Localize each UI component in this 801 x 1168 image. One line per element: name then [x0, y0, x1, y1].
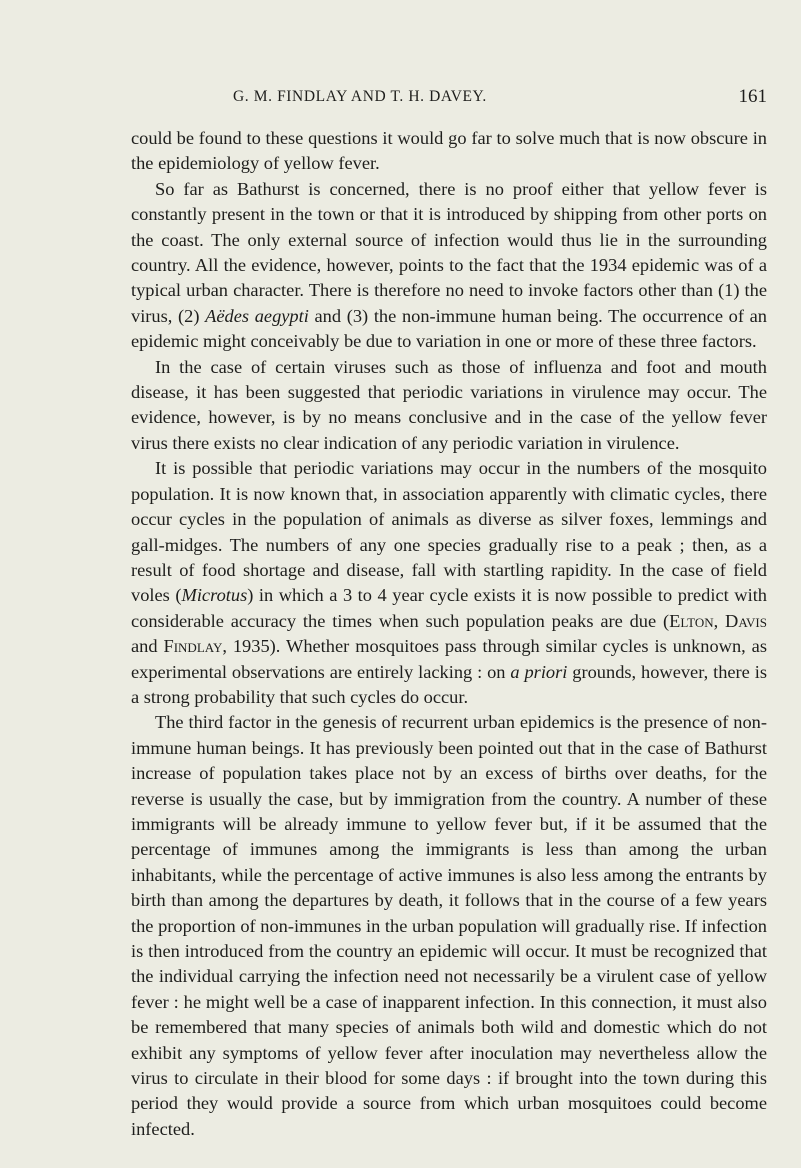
- running-head: [131, 86, 767, 112]
- text-run: ,: [713, 610, 726, 631]
- page-number: 161: [738, 86, 767, 107]
- running-head-authors: G. M. FINDLAY AND T. H. DAVEY.: [233, 88, 487, 105]
- paragraph: [131, 355, 767, 457]
- text-italic: Aëdes aegypti: [205, 305, 309, 326]
- paragraph: [131, 126, 767, 177]
- text-smallcaps: Elton: [669, 610, 714, 631]
- text-run: grounds, however, there is a strong probability that such cycles do occur.: [131, 661, 767, 707]
- text-run: and: [131, 636, 164, 657]
- text-run: It is possible that periodic variations may occur in the numbers of the mosquito population. It is now known that, in association apparently with climatic cycles, there occur cycles in the population of animals as diverse as silver foxes, lemmings and gall-midges. The numbers of any one species gradually rise to a peak ; then, as a result of food shortage and disease, fall with startling rapidity. In the case of field voles (: [131, 458, 767, 606]
- text-italic: a priori: [510, 661, 568, 682]
- text-run: In the case of certain viruses such as those of influenza and foot and mouth disease, it has been suggested that periodic variations in virulence may occur. The evidence, however, is by no means conclusive and in the case of the yellow fever virus there exists no clear indication of any periodic variation in virulence.: [131, 356, 767, 453]
- paragraph: [131, 456, 767, 710]
- paragraph: [131, 177, 767, 355]
- text-run: could be found to these questions it would go far to solve much that is now obscure in the epidemiology of yellow fever.: [131, 128, 767, 174]
- text-run: , 1935). Whether mosquitoes pass through similar cycles is unknown, as experimental observations are entirely lacking : on: [131, 636, 767, 682]
- text-run: ) in which a 3 to 4 year cycle exists it is now possible to predict with considerable accuracy the times when such population peaks are due (: [131, 585, 768, 631]
- text-run: The third factor in the genesis of recurrent urban epidemics is the presence of non-immune human beings. It has previously been pointed out that in the case of Bathurst increase of population takes place not by an excess of births over deaths, for the reverse is usually the case, but by immigration from the country. A number of these immigrants will be already immune to yellow fever but, if it be assumed that the percentage of immunes among the immigrants is less than among the urban inhabitants, while the percentage of active immunes is also less among the entrants by birth than among the departures by death, it follows that in the course of a few years the proportion of non-immunes in the urban population will gradually rise. If infection is then introduced from the country an epidemic will occur. It must be recognized that the individual carrying the infection need not necessarily be a virulent case of yellow fever : he might well be a case of inapparent infection. In this connection, it must also be remembered that many species of animals both wild and domestic which do not exhibit any symptoms of yellow fever after inoculation may nevertheless allow the virus to circulate in their blood for some days : if brought into the town during this period they would provide a source from which urban mosquitoes could become infected.: [131, 712, 767, 1139]
- article-body: [131, 126, 767, 1142]
- text-smallcaps: Findlay: [163, 636, 223, 657]
- paragraph: [131, 710, 767, 1142]
- text-smallcaps: Davis: [725, 610, 767, 631]
- text-run: and (3) the non-immune human being. The occurrence of an epidemic might conceivably be due to variation in one or more of these three factors.: [131, 305, 767, 352]
- text-italic: Microtus: [181, 585, 248, 606]
- text-run: So far as Bathurst is concerned, there is no proof either that yellow fever is constantly present in the town or that it is introduced by shipping from other ports on the coast. The only external source of infection would thus lie in the surrounding country. All the evidence, however, points to the fact that the 1934 epidemic was of a typical urban character. There is therefore no need to invoke factors other than (1) the virus, (2): [131, 178, 767, 326]
